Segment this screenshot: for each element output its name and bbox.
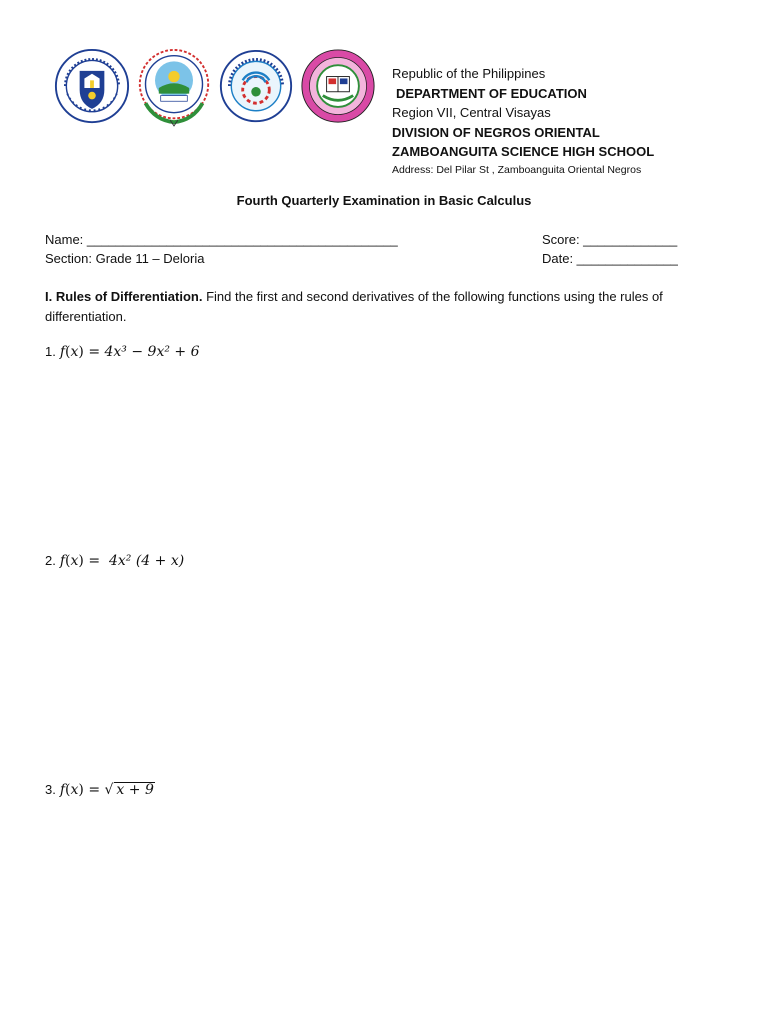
score-field: Score: _____________ <box>542 232 678 247</box>
problem-number: 2. <box>45 553 56 568</box>
department-line: DEPARTMENT OF EDUCATION <box>396 85 587 101</box>
problem-equation: f(x) = 4x² (4 + x) <box>59 553 185 569</box>
division-line: DIVISION OF NEGROS ORIENTAL <box>392 124 600 140</box>
problem-equation: f(x) = 4x³ − 9x² + 6 <box>59 344 200 360</box>
section-one-text: Find the first and second derivatives of the following functions using the rules of differentiation. <box>45 289 663 324</box>
deped-seal-icon <box>54 46 130 128</box>
section-one-instructions <box>45 287 725 326</box>
problem-equation: f(x) = √ x + 9 <box>59 782 154 798</box>
sqrt-icon: √ <box>104 782 114 798</box>
letterhead <box>392 64 654 178</box>
school-line: ZAMBOANGUITA SCIENCE HIGH SCHOOL <box>392 144 655 159</box>
address-line: Address: Del Pilar St , Zamboanguita Oriental Negros <box>392 163 642 176</box>
problem-expression: x + 9 <box>116 782 154 798</box>
region-vii-seal-icon <box>136 46 212 128</box>
problem-2 <box>45 553 184 569</box>
problem-3 <box>45 782 155 798</box>
problem-expression: 4x³ − 9x² + 6 <box>104 344 200 360</box>
problem-expression: 4x² (4 + x) <box>108 553 185 569</box>
school-seal-icon <box>300 46 376 128</box>
date-field: Date: ______________ <box>542 251 678 266</box>
negros-oriental-seal-icon <box>218 46 294 128</box>
region-line: Region VII, Central Visayas <box>392 105 551 120</box>
section-one-heading: I. Rules of Differentiation. <box>45 289 203 304</box>
problem-1 <box>45 344 200 360</box>
section-label: Section: Grade 11 – Deloria <box>45 251 205 266</box>
name-field: Name: ___________________________________________ <box>45 232 398 247</box>
exam-title: Fourth Quarterly Examination in Basic Calculus <box>236 193 532 208</box>
problem-number: 1. <box>45 344 56 359</box>
logos-row <box>54 46 376 128</box>
republic-line: Republic of the Philippines <box>392 66 546 81</box>
problem-number: 3. <box>45 782 56 797</box>
